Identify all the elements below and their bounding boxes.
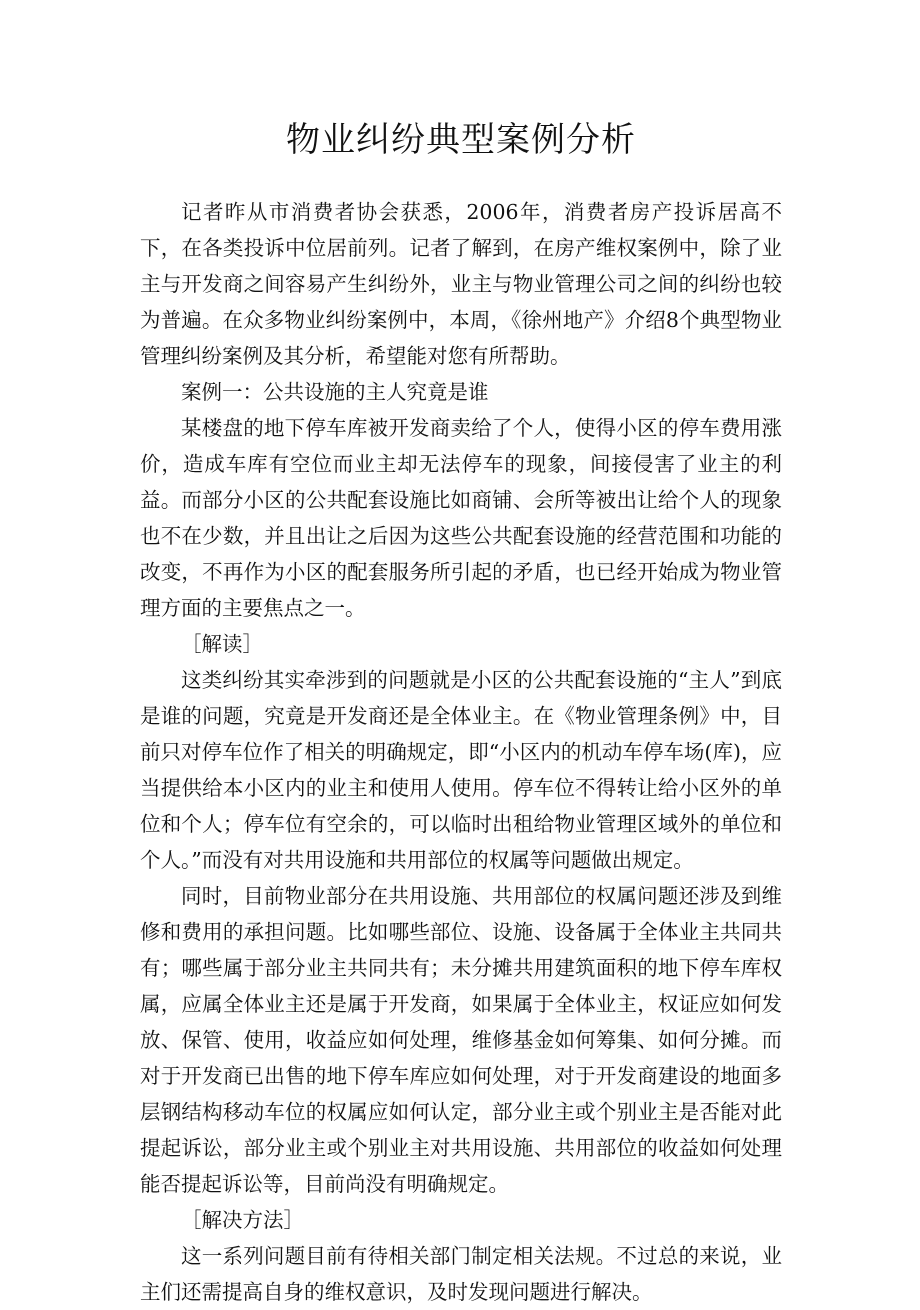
document-body <box>140 194 782 1310</box>
interpretation-heading: ［解读］ <box>181 632 263 656</box>
intro-paragraph: 记者昨从市消费者协会获悉，2006年，消费者房产投诉居高不下，在各类投诉中位居前列。记者了解到，在房产维权案例中，除了业主与开发商之间容易产生纠纷外，业主与物业管理公司之间的纠纷也较为普遍。在众多物业纠纷案例中，本周，《徐州地产》介绍8个典型物业管理纠纷案例及其分析，希望能对您有所帮助。 <box>140 200 782 368</box>
solution-paragraph: 这一系列问题目前有待相关部门制定相关法规。不过总的来说，业主们还需提高自身的维权意识，及时发现问题进行解决。 <box>140 1244 782 1304</box>
interpretation-paragraph-1: 这类纠纷其实牵涉到的问题就是小区的公共配套设施的“主人”到底是谁的问题，究竟是开发商还是全体业主。在《物业管理条例》中，目前只对停车位作了相关的明确规定，即“小区内的机动车停车场(库)，应当提供给本小区内的业主和使用人使用。停车位不得转让给小区外的单位和个人；停车位有空余的，可以临时出租给物业管理区域外的单位和个人。”而没有对共用设施和共用部位的权属等问题做出规定。 <box>140 668 782 872</box>
solution-heading: ［解决方法］ <box>181 1208 304 1232</box>
case-one-heading: 案例一：公共设施的主人究竟是谁 <box>181 380 489 404</box>
document-page <box>140 0 782 1310</box>
document-title: 物业纠纷典型案例分析 <box>286 120 636 160</box>
interpretation-paragraph-2: 同时，目前物业部分在共用设施、共用部位的权属问题还涉及到维修和费用的承担问题。比如哪些部位、设施、设备属于全体业主共同共有；哪些属于部分业主共同共有；未分摊共用建筑面积的地下停车库权属，应属全体业主还是属于开发商，如果属于全体业主，权证应如何发放、保管、使用，收益应如何处理，维修基金如何筹集、如何分摊。而对于开发商已出售的地下停车库应如何处理，对于开发商建设的地面多层钢结构移动车位的权属应如何认定，部分业主或个别业主是否能对此提起诉讼，部分业主或个别业主对共用设施、共用部位的收益如何处理能否提起诉讼等，目前尚没有明确规定。 <box>140 884 782 1196</box>
case-one-description: 某楼盘的地下停车库被开发商卖给了个人，使得小区的停车费用涨价，造成车库有空位而业主却无法停车的现象，间接侵害了业主的利益。而部分小区的公共配套设施比如商铺、会所等被出让给个人的现象也不在少数，并且出让之后因为这些公共配套设施的经营范围和功能的改变，不再作为小区的配套服务所引起的矛盾，也已经开始成为物业管理方面的主要焦点之一。 <box>140 416 782 620</box>
